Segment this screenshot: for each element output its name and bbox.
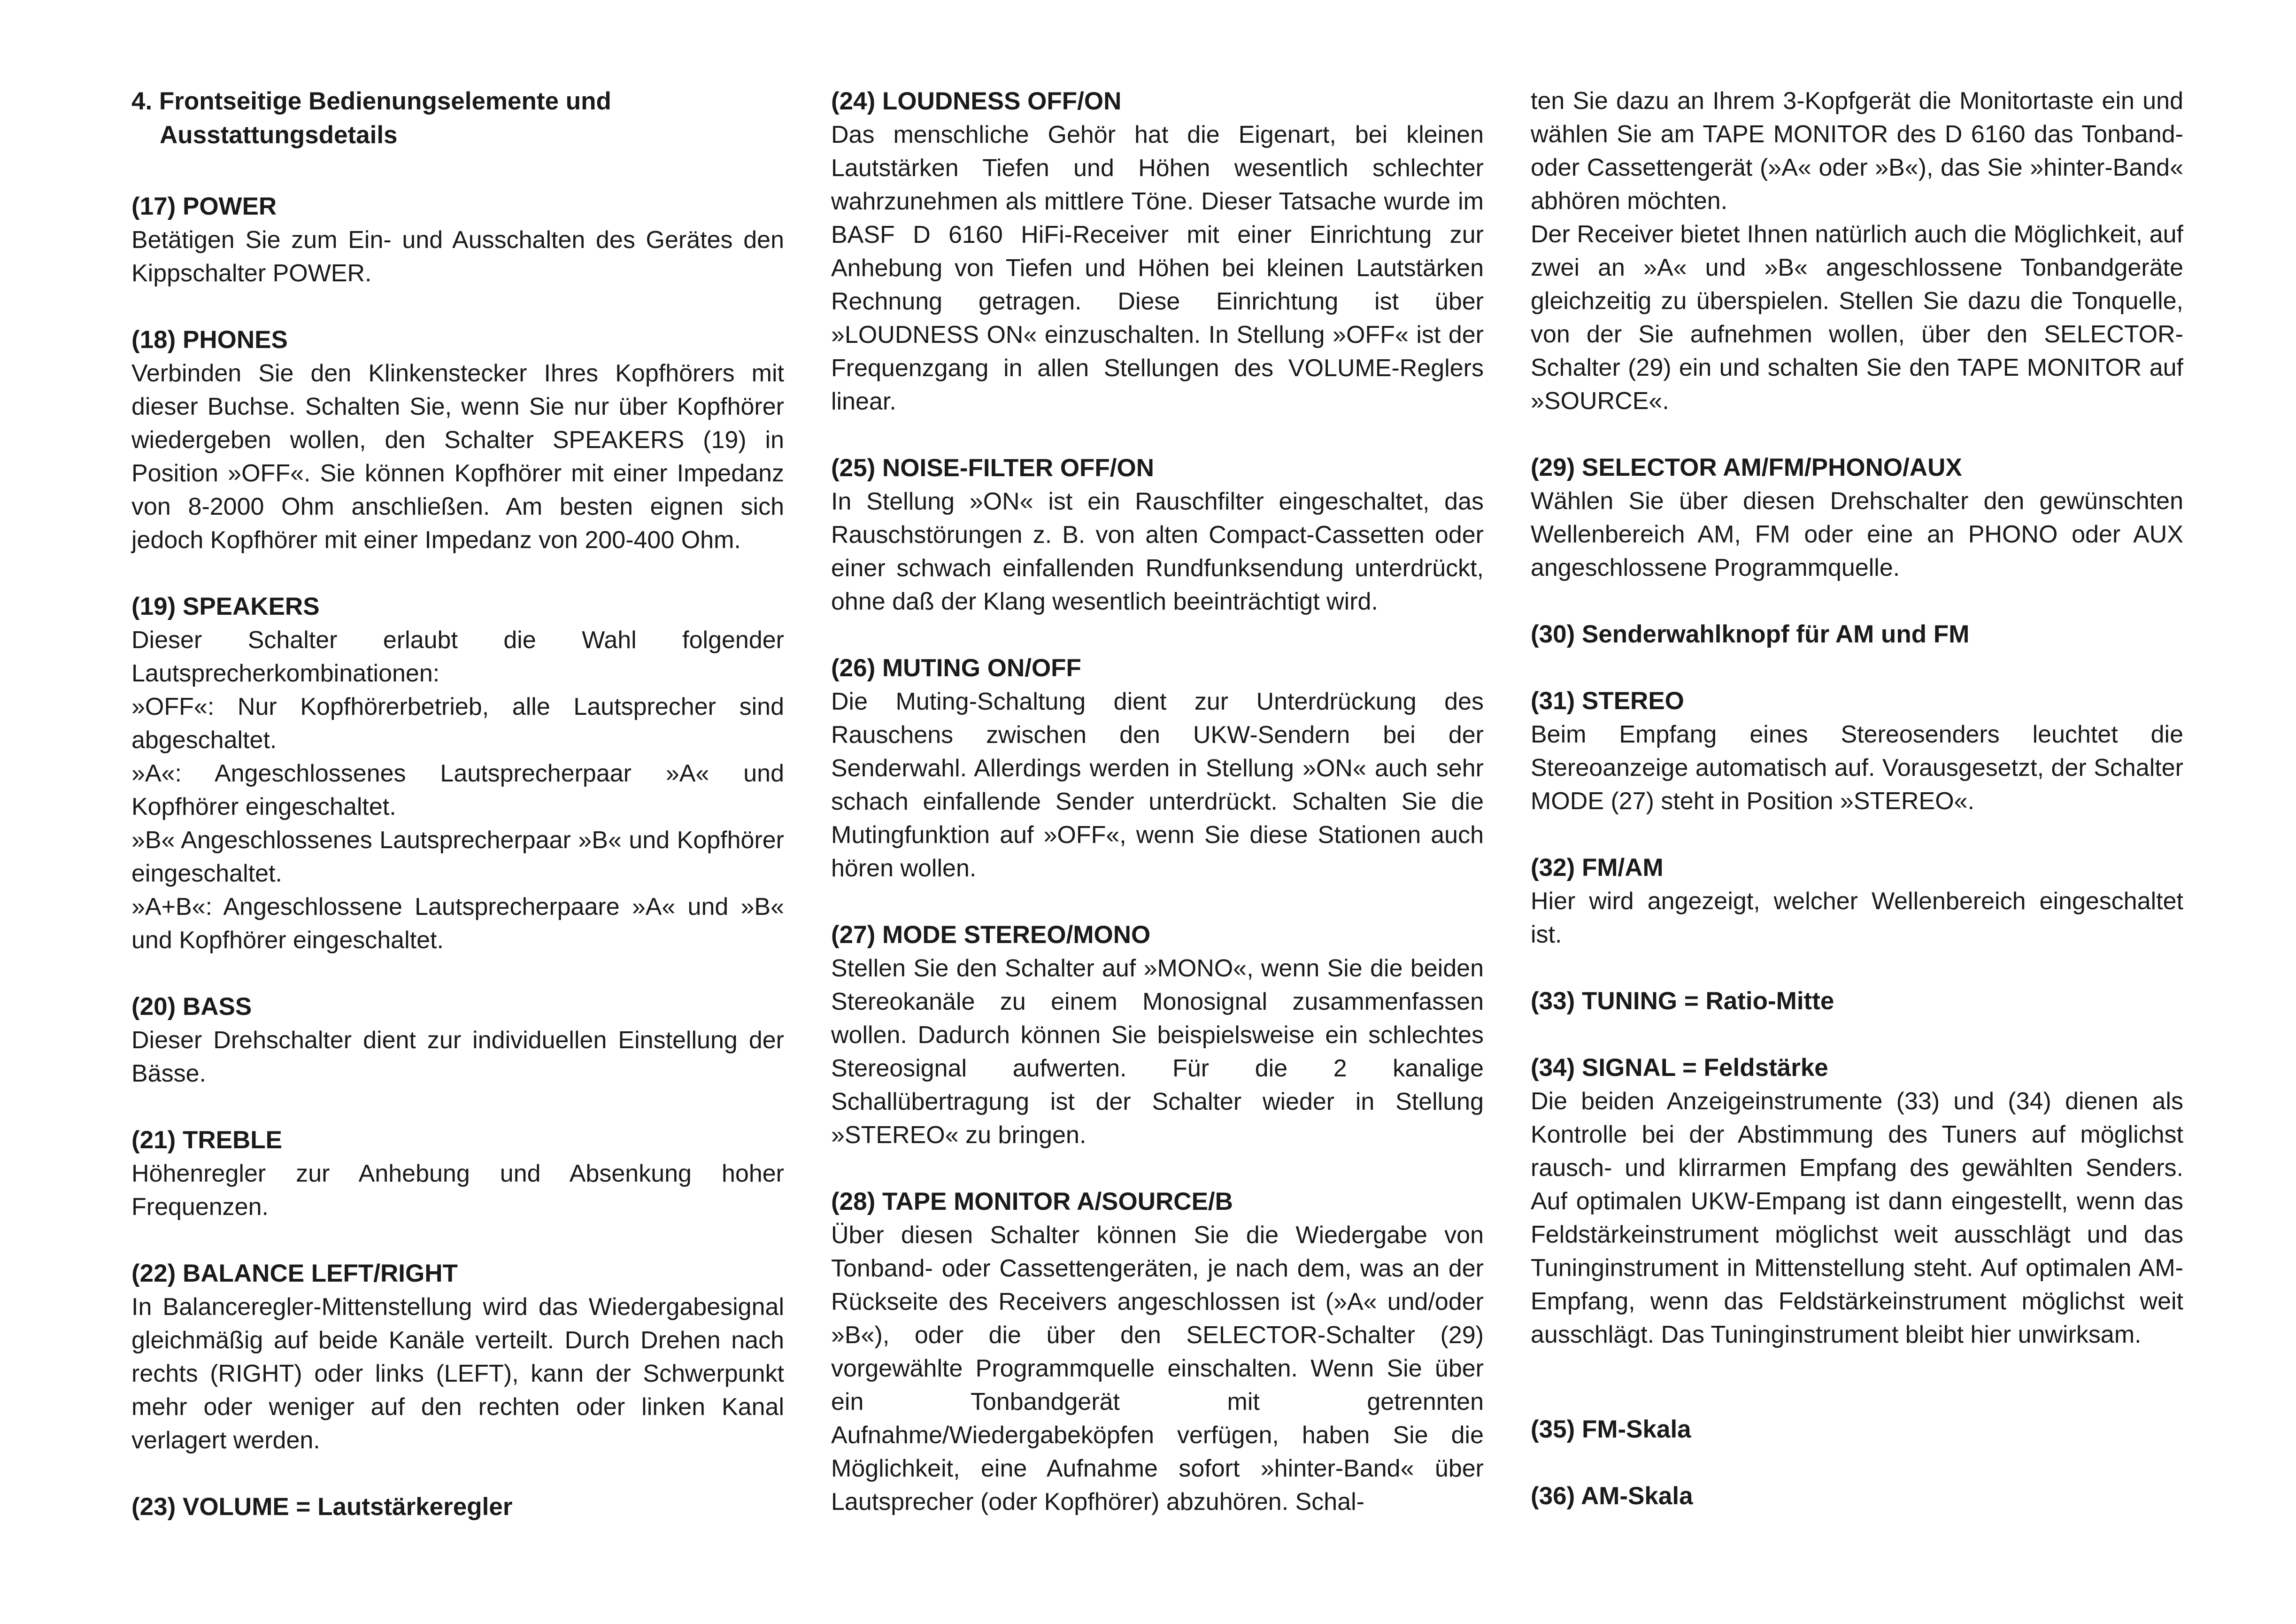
item-signal [1531,1051,2183,1352]
item-selector [1531,451,2183,585]
paragraph: In Balanceregler-Mittenstellung wird das Wiedergabesignal gleichmäßig auf beide Kanäle verteilt. Durch Drehen nach rechts (RIGHT) oder links (LEFT), kann der Schwerpunkt mehr oder weniger auf den rechten oder linken Kanal verlagert werden. [131,1293,784,1454]
section-heading [131,85,784,152]
paragraph: Betätigen Sie zum Ein- und Ausschalten des Gerätes den Kippschalter POWER. [131,226,784,287]
item-title: (36) AM-Skala [1531,1482,1693,1510]
section-heading-line-1: 4. Frontseitige Bedienungselemente und [131,87,611,115]
item-title: (23) VOLUME = Lautstärkeregler [131,1493,513,1521]
item-body [131,224,784,290]
item-body [831,952,1484,1152]
item-title: (18) PHONES [131,326,288,354]
item-tape-monitor-continued [1531,85,2183,418]
item-body [131,624,784,957]
item-tuning [1531,984,2183,1018]
item-senderwahlknopf [1531,618,2183,651]
paragraph: Wählen Sie über diesen Drehschalter den gewünschten Wellenbereich AM, FM oder eine an PHONO oder AUX angeschlossene Programmquelle. [1531,487,2183,581]
paragraph: Die Muting-Schaltung dient zur Unterdrückung des Rauschens zwischen den UKW-Sendern bei der Senderwahl. Allerdings werden in Stellung »ON« auch sehr schach einfallende Sender unterdrückt. Schalten Sie die Mutingfunktion auf »OFF«, wenn Sie diese Stationen auch hören wollen. [831,688,1484,882]
paragraph: Verbinden Sie den Klinkenstecker Ihres Kopfhörers mit dieser Buchse. Schalten Sie, wenn Sie nur über Kopfhörer wiedergeben wollen, den Schalter SPEAKERS (19) in Position »OFF«. Sie können Kopfhörer mit einer Impedanz von 8-2000 Ohm anschließen. Am besten eignen sich jedoch Kopfhörer mit einer Impedanz von 200-400 Ohm. [131,360,784,554]
paragraph: Die beiden Anzeigeinstrumente (33) und (34) dienen als Kontrolle bei der Abstimmung des Tuners auf möglichst rausch- und klirrarmen Empfang des gewählten Senders. Auf optimalen UKW-Empang ist dann eingestellt, wenn das Feldstärkeinstrument möglichst weit ausschlägt und das Tuninginstrument in Mittenstellung steht. Auf optimalen AM-Empfang, wenn das Feldstärkeinstrument möglichst weit ausschlägt. Das Tuninginstrument bleibt hier unwirksam. [1531,1088,2183,1348]
item-body [131,1024,784,1090]
item-balance [131,1257,784,1457]
paragraph: Das menschliche Gehör hat die Eigenart, bei kleinen Lautstärken Tiefen und Höhen wesentlich schlechter wahrzunehmen als mittlere Töne. Dieser Tatsache wurde im BASF D 6160 HiFi-Receiver mit einer Einrichtung zur Anhebung von Tiefen und Höhen bei kleinen Lautstärken Rechnung getragen. Diese Einrichtung ist über »LOUDNESS ON« einzuschalten. In Stellung »OFF« ist der Frequenzgang in allen Stellungen des VOLUME-Reglers linear. [831,121,1484,415]
item-stereo [1531,684,2183,818]
paragraph: Stellen Sie den Schalter auf »MONO«, wenn Sie die beiden Stereokanäle zu einem Monosignal zusammenfassen wollen. Dadurch können Sie beispielsweise ein schlechtes Stereosignal aufwerten. Für die 2 kanalige Schallübertragung ist der Schalter wieder in Stellung »STEREO« zu bringen. [831,955,1484,1149]
paragraph: ten Sie dazu an Ihrem 3-Kopfgerät die Monitortaste ein und wählen Sie am TAPE MONITOR des D 6160 das Tonband- oder Cassettengerät (»A« oder »B«), das Sie »hinter-Band« abhören möchten. [1531,87,2183,215]
paragraph: Der Receiver bietet Ihnen natürlich auch die Möglichkeit, auf zwei an »A« und »B« angeschlossene Tonbandgeräte gleichzeitig zu überspielen. Stellen Sie dazu die Tonquelle, von der Sie aufnehmen wollen, über den SELECTOR-Schalter (29) ein und schalten Sie den TAPE MONITOR auf »SOURCE«. [1531,221,2183,415]
paragraph: Beim Empfang eines Stereosenders leuchtet die Stereoanzeige automatisch auf. Vorausgesetzt, der Schalter MODE (27) steht in Position »STEREO«. [1531,721,2183,815]
item-title: (20) BASS [131,993,252,1021]
paragraph: Dieser Drehschalter dient zur individuellen Einstellung der Bässe. [131,1027,784,1087]
column-3 [1531,85,2183,1546]
item-body [831,485,1484,619]
item-body [1531,1085,2183,1352]
item-fm-skala [1531,1413,2183,1446]
item-title: (30) Senderwahlknopf für AM und FM [1531,620,1970,648]
item-title: (35) FM-Skala [1531,1415,1691,1443]
item-body [1531,485,2183,585]
item-body [1531,885,2183,951]
item-title: (22) BALANCE LEFT/RIGHT [131,1260,458,1287]
item-title: (25) NOISE-FILTER OFF/ON [831,454,1155,482]
item-fm-am [1531,851,2183,951]
item-body [131,1157,784,1224]
item-body [1531,85,2183,418]
item-body [131,1291,784,1457]
item-power [131,190,784,290]
item-title: (28) TAPE MONITOR A/SOURCE/B [831,1188,1233,1215]
item-title: (17) POWER [131,193,277,220]
item-body [831,118,1484,418]
paragraph: »A«: Angeschlossenes Lautsprecherpaar »A« und Kopfhörer eingeschaltet. [131,760,784,820]
item-title: (29) SELECTOR AM/FM/PHONO/AUX [1531,454,1962,481]
section-heading-line-2: Ausstattungsdetails [160,121,398,149]
item-bass [131,990,784,1090]
paragraph: Höhenregler zur Anhebung und Absenkung hoher Frequenzen. [131,1160,784,1221]
item-body [131,357,784,557]
item-title: (27) MODE STEREO/MONO [831,921,1151,949]
paragraph: Über diesen Schalter können Sie die Wiedergabe von Tonband- oder Cassettengeräten, je nach dem, was an der Rückseite des Receivers angeschlossen ist (»A« und/oder »B«), oder die über den SELECTOR-Schalter (29) vorgewählte Programmquelle einschalten. Wenn Sie über ein Tonbandgerät mit getrennten Aufnahme/Wiedergabeköpfen verfügen, haben Sie die Möglichkeit, eine Aufnahme sofort »hinter-Band« über Lautsprecher (oder Kopfhörer) abzuhören. Schal- [831,1222,1484,1516]
item-body [831,1219,1484,1519]
paragraph: »A+B«: Angeschlossene Lautsprecherpaare »A« und »B« und Kopfhörer eingeschaltet. [131,893,784,954]
item-phones [131,323,784,557]
item-title: (21) TREBLE [131,1126,282,1154]
paragraph: In Stellung »ON« ist ein Rauschfilter eingeschaltet, das Rauschstörungen z. B. von alten Compact-Cassetten oder einer schwach einfallenden Rundfunksendung unterdrückt, ohne daß der Klang wesentlich beeinträchtigt wird. [831,488,1484,615]
item-body [1531,718,2183,818]
paragraph: »B« Angeschlossenes Lautsprecherpaar »B« und Kopfhörer eingeschaltet. [131,827,784,887]
item-speakers [131,590,784,957]
item-tape-monitor [831,1185,1484,1519]
item-title: (34) SIGNAL = Feldstärke [1531,1054,1828,1082]
item-title: (24) LOUDNESS OFF/ON [831,87,1122,115]
item-title: (31) STEREO [1531,687,1684,715]
paragraph: Dieser Schalter erlaubt die Wahl folgender Lautsprecherkombinationen: [131,626,784,687]
item-loudness [831,85,1484,418]
item-noise-filter [831,451,1484,619]
column-1 [131,85,784,1557]
item-mode [831,918,1484,1152]
paragraph: »OFF«: Nur Kopfhörerbetrieb, alle Lautsprecher sind abgeschaltet. [131,693,784,754]
column-2 [831,85,1484,1552]
item-am-skala [1531,1479,2183,1513]
item-title: (19) SPEAKERS [131,593,320,620]
item-volume [131,1490,784,1524]
item-title: (33) TUNING = Ratio-Mitte [1531,987,1834,1015]
item-title: (32) FM/AM [1531,854,1664,882]
item-treble [131,1123,784,1224]
item-body [831,685,1484,885]
item-title: (26) MUTING ON/OFF [831,654,1081,682]
paragraph: Hier wird angezeigt, welcher Wellenbereich eingeschaltet ist. [1531,888,2183,948]
item-muting [831,651,1484,885]
